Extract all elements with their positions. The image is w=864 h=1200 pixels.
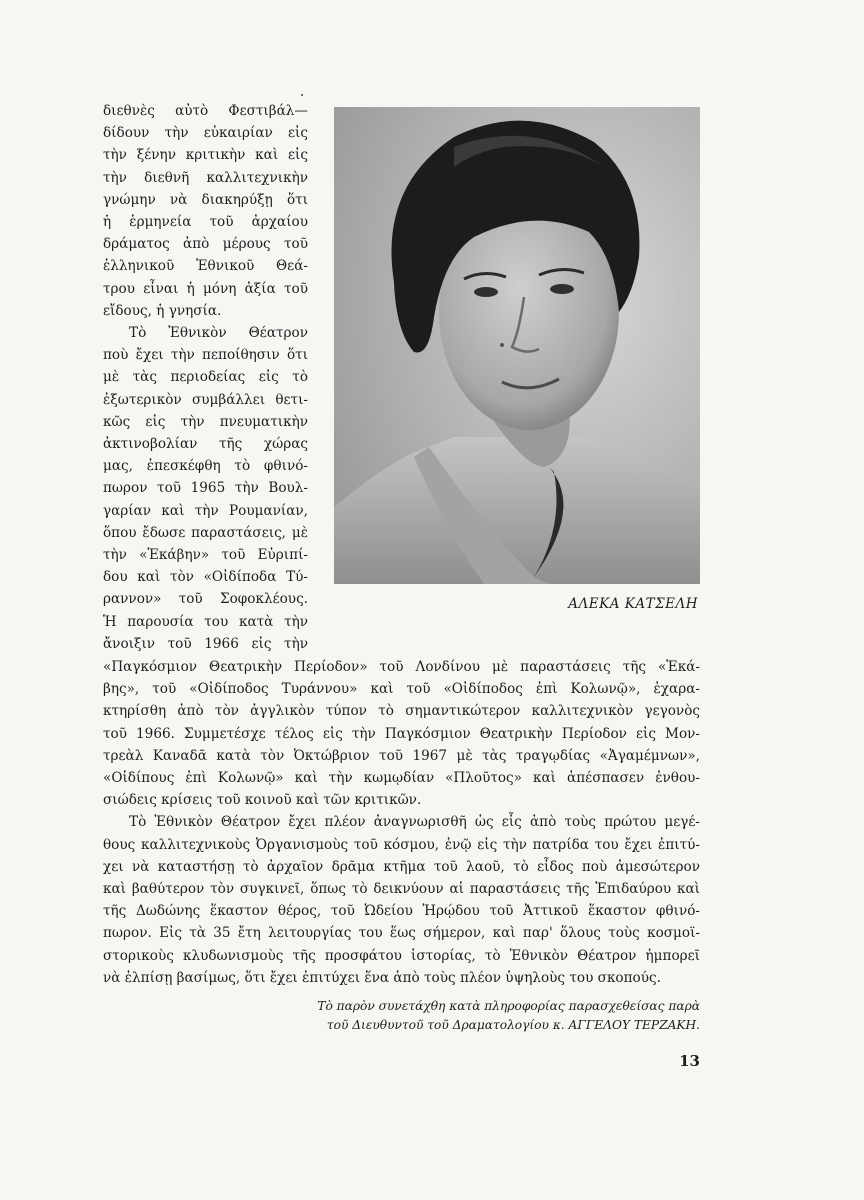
text-line: τὴν «Ἑκάβην» τοῦ Εὐριπί- [103,547,308,564]
text-line: θους καλλιτεχνικοὺς Ὀργανισμοὺς τοῦ κόσμου, ἐνῷ εἰς τὴν πατρίδα του ἔχει ἐπιτύ- [103,836,700,853]
text-line: δου καὶ τὸν «Οἰδίποδα Τύ- [103,569,308,586]
portrait-photo [334,107,700,584]
text-line: ἑλληνικοῦ Ἐθνικοῦ Θεά- [103,258,308,275]
text-line: δίδουν τὴν εὐκαιρίαν εἰς [103,125,308,142]
text-line: ἡ ἑρμηνεία τοῦ ἀρχαίου [103,214,308,231]
text-line: τρου εἶναι ἡ μόνη ἀξία τοῦ [103,280,308,297]
text-line: κῶς εἰς τὴν πνευματικὴν [103,413,308,430]
text-line: ραννον» τοῦ Σοφοκλέους. [103,591,308,608]
photo-caption: ΑΛΕΚΑ ΚΑΤΣΕΛΗ [568,596,698,612]
text-line: ἀκτινοβολίαν τῆς χώρας [103,436,308,453]
text-line: ὅπου ἔδωσε παραστάσεις, μὲ [103,524,308,541]
text-line: Τὸ Ἐθνικὸν Θέατρον [129,325,308,342]
text-line: τὴν διεθνῆ καλλιτεχνικὴν [103,169,308,186]
speck [301,94,303,96]
text-line: καὶ βαθύτερον τὸν συγκινεῖ, ὅπως τὸ δεικνύουν αἱ παραστάσεις τῆς Ἐπιδαύρου καὶ [103,881,700,898]
narrow-column-text [103,100,308,655]
credit-line: τοῦ Διευθυντοῦ τοῦ Δραματολογίου κ. ΑΓΓΕΛΟΥ ΤΕΡΖΑΚΗ. [326,1018,700,1032]
full-width-text [103,656,700,989]
text-line: πωρον. Εἰς τὰ 35 ἔτη λειτουργίας του ἕως σήμερον, καὶ παρ' ὅλους τοὺς κοσμοϊ- [103,925,700,942]
text-line: γνώμην νὰ διακηρύξῃ ὅτι [103,191,308,208]
text-line: Ἡ παρουσία του κατὰ τὴν [103,613,308,630]
text-line: ποὺ ἔχει τὴν πεποίθησιν ὅτι [103,347,308,364]
text-line: ἄνοιξιν τοῦ 1966 εἰς τὴν [103,635,308,652]
page-number: 13 [679,1052,700,1070]
text-line: βης», τοῦ «Οἰδίποδος Τυράννου» καὶ τοῦ «Οἰδίποδος ἐπὶ Κολωνῷ», ἐχαρα- [103,681,700,698]
text-line: εἴδους, ἡ γνησία. [103,302,222,319]
source-credit [317,997,700,1035]
text-line: κτηρίσθη ἀπὸ τὸν ἀγγλικὸν τύπον τὸ σημαντικώτερον καλλιτεχνικὸν γεγονὸς [103,703,700,720]
text-line: τοῦ 1966. Συμμετέσχε τέλος εἰς τὴν Παγκόσμιον Θεατρικὴν Περίοδον εἰς Μον- [103,725,700,742]
text-line: τῆς Δωδώνης ἕκαστον θέρος, τοῦ Ὠδείου Ἡρῴδου τοῦ Ἀττικοῦ ἕκαστον φθινό- [103,903,700,920]
text-line: «Παγκόσμιον Θεατρικὴν Περίοδον» τοῦ Λονδίνου μὲ παραστάσεις τῆς «Ἑκά- [103,659,700,675]
portrait-illustration [334,107,700,584]
text-line: μας, ἐπεσκέφθη τὸ φθινό- [103,458,308,475]
text-line: τρεὰλ Καναδᾶ κατὰ τὸν Ὀκτώβριον τοῦ 1967 μὲ τὰς τραγῳδίας «Ἀγαμέμνων», [103,747,700,764]
text-line: δράματος ἀπὸ μέρους τοῦ [103,236,308,253]
text-line: σιώδεις κρίσεις τοῦ κοινοῦ καὶ τῶν κριτικῶν. [103,792,422,809]
text-line: χει νὰ καταστήσῃ τὸ ἀρχαῖον δρᾶμα κτῆμα τοῦ λαοῦ, τὸ εἶδος ποὺ ἀμεσώτερον [103,858,700,875]
text-line: πωρον τοῦ 1965 τὴν Βουλ- [103,480,308,497]
text-line: νὰ ἐλπίσῃ βασίμως, ὅτι ἔχει ἐπιτύχει ἕνα ἀπὸ τοὺς πλέον ὑψηλοὺς του σκοπούς. [103,969,661,986]
text-line: «Οἰδίπους ἐπὶ Κολωνῷ» καὶ τὴν κωμῳδίαν «Πλοῦτος» καὶ ἀπέσπασεν ἐνθου- [103,770,700,787]
text-line: τὴν ξένην κριτικὴν καὶ εἰς [103,147,308,164]
text-line: διεθνὲς αὐτὸ Φεστιβάλ— [103,103,308,119]
text-line: Τὸ Ἐθνικὸν Θέατρον ἔχει πλέον ἀναγνωρισθῆ ὡς εἷς ἀπὸ τοὺς πρώτου μεγέ- [129,814,700,831]
text-line: στορικοὺς κλυδωνισμοὺς τῆς προσφάτου ἱστορίας, τὸ Ἐθνικὸν Θέατρον ἠμπορεῖ [103,947,700,964]
text-line: γαρίαν καὶ τὴν Ρουμανίαν, [103,502,308,519]
credit-line: Τὸ παρὸν συνετάχθη κατὰ πληροφορίας παρασχεθείσας παρὰ [317,999,700,1013]
text-line: ἐξωτερικὸν συμβάλλει θετι- [103,391,308,408]
text-line: μὲ τὰς περιοδείας εἰς τὸ [103,369,308,386]
